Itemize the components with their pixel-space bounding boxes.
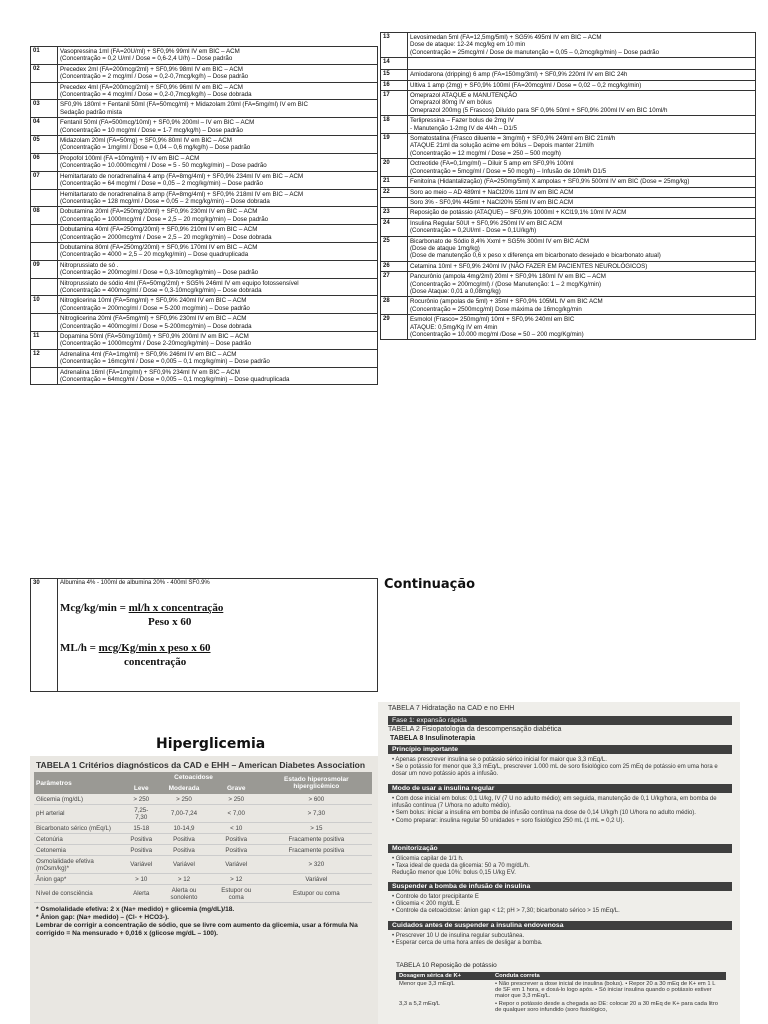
table-cell: Positiva bbox=[156, 845, 212, 856]
table-row bbox=[381, 80, 756, 90]
table-row bbox=[31, 260, 378, 278]
row-line: Precedex 2ml (FA=200mcg/2ml) + SF0,9% 98ml IV em BIC – ACM bbox=[60, 65, 243, 73]
row-number bbox=[31, 314, 58, 332]
row-number: 08 bbox=[31, 207, 58, 225]
row-line: (Concentração = 25mcg/ml / Dose de manutenção = 0,05 – 0,2mcg/kg/min) – Dose padrão bbox=[410, 48, 660, 56]
row-content bbox=[408, 159, 756, 177]
table-cell: Ânion gap* bbox=[34, 874, 126, 885]
row-number: 25 bbox=[381, 236, 408, 261]
row-line: (Concentração = 2 mcg/ml / Dose = 0,2-0,7mcg/kg/h) – Dose padrão bbox=[60, 73, 249, 81]
table-cell: Bicarbonato sérico (mEq/L) bbox=[34, 823, 126, 834]
insulinoterapia-photo bbox=[378, 702, 740, 1024]
row-number: 10 bbox=[31, 296, 58, 314]
table-cell: < 10 bbox=[212, 823, 261, 834]
row-line: Ultiva 1 amp (2mg) + SF0,9% 100ml (FA=20mcg/ml / Dose = 0,02 – 0,2 mcg/kg/min) bbox=[410, 81, 642, 89]
row-content bbox=[58, 278, 378, 296]
row-line: (Concentração = 128 mcg/ml / Dose = 0,05 – 2 mcg/kg/min) – Dose dobrada bbox=[60, 197, 270, 205]
header-param: Parâmetros bbox=[34, 772, 126, 794]
row-line: Dobutamina 40ml (FA=250mg/20ml) + SF0,9% 210ml IV em BIC – ACM bbox=[60, 226, 258, 234]
table-cell: Glicemia (mg/dL) bbox=[34, 794, 126, 805]
header-ceto: Cetoacidose bbox=[126, 772, 260, 783]
formula-1 bbox=[60, 602, 223, 614]
list-item: • Apenas prescrever insulina se o potássio sérico inicial for maior que 3,3 mEq/L. bbox=[392, 757, 607, 763]
row-line: (Concentração = 4000 = 2,5 – 20 mcg/kg/min) – Dose quadruplicada bbox=[60, 251, 249, 259]
note-line: Lembrar de corrigir a concentração de sódio, que se livre com aumento da glicemia, usar a fórmula Na corrigido = Na mensurado + 0,016 x (glicose mg/dL – 100). bbox=[36, 922, 358, 937]
table-cell: Cetonemia bbox=[34, 845, 126, 856]
header-leve: Leve bbox=[126, 783, 156, 794]
tabela1-notes bbox=[36, 906, 372, 938]
row-line: Adrenalina 16ml (FA=1mg/ml) + SF0,9% 234ml IV em BIC – ACM bbox=[60, 368, 240, 376]
row-content bbox=[58, 296, 378, 314]
section-suspender: Suspender a bomba de infusão de insulina bbox=[388, 882, 732, 891]
row-content bbox=[58, 367, 378, 385]
row-line: (Dose de ataque 1mg/kg) bbox=[410, 244, 480, 252]
table-row bbox=[31, 296, 378, 314]
tabela2-title: TABELA 2 Fisiopatologia da descompensação diabética bbox=[388, 726, 562, 733]
tabela1-photo bbox=[30, 756, 378, 1024]
row-line: Terlipressina – Fazer bolus de 2mg IV bbox=[410, 117, 514, 125]
row-line: (Concentração = 10.000mcg/ml / Dose = 5 - 50 mcg/kg/min) – Dose padrão bbox=[60, 162, 267, 170]
row-content bbox=[408, 236, 756, 261]
row-line: Omeprazol ATAQUE e MANUTENÇÃO bbox=[410, 92, 518, 100]
table-row bbox=[381, 272, 756, 297]
tabela10-table bbox=[396, 972, 726, 1014]
row-content bbox=[408, 70, 756, 80]
row-line: - Manutenção 1-2mg IV de 4/4h – D1/5 bbox=[410, 124, 517, 132]
formula-2-denominator: concentração bbox=[124, 656, 187, 668]
row-line: (Concentração = 200mcg/ml / Dose = 5-200 mcg/min) – Dose padrão bbox=[60, 304, 250, 312]
row-line: Precedex 4ml (FA=200mcg/2ml) + SF0,9% 96ml IV em BIC – ACM bbox=[60, 83, 243, 91]
t10-header-conduta: Conduta correta bbox=[492, 972, 726, 980]
row-line: ATAQUE 21ml da solução acime em bólus – Depois manter 21ml/h bbox=[410, 142, 594, 150]
table-cell: Fracamente positiva bbox=[261, 834, 372, 845]
table-cell: Menor que 3,3 mEq/L bbox=[399, 981, 455, 987]
row-number: 09 bbox=[31, 260, 58, 278]
row-line: Somatostatina (Frasco diluente = 3mg/ml) + SF0,9% 249ml em BIC 21ml/h bbox=[410, 135, 616, 143]
row-line: Esmolol (Frasco= 250mg/ml) 10ml + SF0,9% 240ml em BIC bbox=[410, 316, 575, 324]
table-cell: Variável bbox=[156, 856, 212, 874]
formula-table bbox=[30, 578, 378, 692]
table-row bbox=[381, 70, 756, 80]
table-row bbox=[381, 208, 756, 218]
row-line: (Concentração = 400mcg/ml / Dose = 0,3-10mcg/kg/min) – Dose dobrada bbox=[60, 286, 262, 294]
section-modo: Modo de usar a insulina regular bbox=[388, 784, 732, 793]
table-cell: Positiva bbox=[156, 834, 212, 845]
table-row bbox=[381, 33, 756, 58]
row-number: 04 bbox=[31, 118, 58, 136]
row-content bbox=[58, 118, 378, 136]
table-cell: Nível de consciência bbox=[34, 885, 126, 903]
row-line: Soro ao meio – AD 489ml + NaCl20% 11ml IV em BIC ACM bbox=[410, 188, 574, 196]
table-row bbox=[31, 153, 378, 171]
row-line: Propofol 100ml (FA =10mg/ml) + IV em BIC – ACM bbox=[60, 154, 200, 162]
table-cell: 7,00-7,24 bbox=[156, 805, 212, 823]
table-row bbox=[34, 885, 372, 903]
row-line: (Concentração = 64mcg/ml / Dose = 0,005 – 0,1 mcg/kg/min) – Dose quadruplicada bbox=[60, 376, 290, 384]
list-item: • Com dose inicial em bolus: 0,1 U/kg, IV (7 U no adulto médio); em seguida, manutenção de 0,1 U/kg/hora, em bomba de infusão contínua (7 U/hora no adulto médio). bbox=[392, 796, 717, 810]
row-line: Insulina Regular 50UI + SF0,9% 250ml IV em BIC ACM bbox=[410, 219, 563, 227]
row-line: (Concentração = 200mcg/ml / Dose = 0,3-10mcg/kg/min) – Dose padrão bbox=[60, 269, 259, 277]
table-row bbox=[31, 278, 378, 296]
row-content bbox=[58, 82, 378, 100]
table-row bbox=[381, 297, 756, 315]
row-content bbox=[408, 33, 756, 58]
row-content bbox=[58, 349, 378, 367]
table-cell: Variável bbox=[261, 874, 372, 885]
table-cell: Alerta ou sonolento bbox=[156, 885, 212, 903]
row-line: (Concentração = 200mcg/ml) / (Dose Manutenção: 1 – 2 mcg/Kg/min) bbox=[410, 280, 602, 288]
section-monitorizacao: Monitorização bbox=[388, 844, 732, 853]
header-estado: Estado hiperosmolar hiperglicêmico bbox=[261, 772, 372, 794]
table-row bbox=[396, 1000, 726, 1014]
row-content bbox=[58, 47, 378, 65]
row-line: SF0,9% 180ml + Fentanil 50ml (FA=50mcg/ml) + Midazolam 20ml (FA=5mg/ml) IV em BIC bbox=[60, 101, 308, 109]
row-line: Omeprazol 200mg (5 Frascos) Diluído para SF 0,9% 50ml + SF0,9% 200ml IV em BIC 10ml/h bbox=[410, 106, 668, 114]
continuacao-heading: Continuação bbox=[384, 577, 476, 592]
table-row bbox=[381, 159, 756, 177]
row-line: Soro 3% - SF0,9% 445ml + NaCl20% 55ml IV em BIC ACM bbox=[410, 198, 574, 206]
table-row bbox=[31, 314, 378, 332]
table-row bbox=[31, 100, 378, 118]
fase-bar: Fase 1: expansão rápida bbox=[388, 716, 732, 725]
table-row bbox=[381, 261, 756, 271]
table-cell: Cetonúria bbox=[34, 834, 126, 845]
row-number: 19 bbox=[381, 134, 408, 159]
row-line: (Concentração = 2500mcg/ml) Dose máxima de 16mcg/kg/min bbox=[410, 305, 582, 313]
row-content bbox=[58, 64, 378, 82]
formula-cell bbox=[58, 579, 378, 692]
list-item: • Sem bolus: iniciar a insulina em bomba de infusão contínua na dose de 0,14 U/kg/h (10 U/hora no adulto médio). bbox=[392, 810, 696, 817]
table-row bbox=[31, 367, 378, 385]
list-item: • Glicemia < 200 mg/dL E bbox=[392, 901, 460, 908]
row-number bbox=[31, 225, 58, 243]
table-cell: Variável bbox=[212, 856, 261, 874]
row-content bbox=[408, 187, 756, 197]
formula-1-lhs: Mcg/kg/min = bbox=[60, 602, 129, 614]
table-row bbox=[381, 91, 756, 116]
table-cell: 3,3 a 5,2 mEq/L bbox=[399, 1001, 440, 1007]
table-row bbox=[31, 82, 378, 100]
row-number: 21 bbox=[381, 177, 408, 187]
row-line: Nitroglicerina 10ml (FA=5mg/ml) + SF0,9% 240ml IV em BIC – ACM bbox=[60, 297, 247, 305]
row-number: 26 bbox=[381, 261, 408, 271]
row-number: 18 bbox=[381, 116, 408, 134]
row-number bbox=[31, 82, 58, 100]
table-cell: > 250 bbox=[156, 794, 212, 805]
table-row bbox=[31, 189, 378, 207]
drug-table-right bbox=[380, 32, 756, 340]
row-line: Nitroprussiato de só . bbox=[60, 261, 119, 269]
row-line: (Concentração = 10.000 mcg/ml /Dose = 50 – 200 mcg/Kg/min) bbox=[410, 331, 584, 338]
row-number: 27 bbox=[381, 272, 408, 297]
table-cell: 7,25-7,30 bbox=[126, 805, 156, 823]
table-cell: < 7,00 bbox=[212, 805, 261, 823]
row-content bbox=[408, 218, 756, 236]
table-cell: Positiva bbox=[212, 845, 261, 856]
row-content bbox=[58, 136, 378, 154]
tabela1-table bbox=[34, 772, 372, 903]
table-cell: > 10 bbox=[126, 874, 156, 885]
row-content bbox=[58, 332, 378, 350]
row-number: 13 bbox=[381, 33, 408, 58]
row-line: (Concentração = 1000mcg/ml / Dose = 2,5 – 20 mcg/kg/min) – Dose padrão bbox=[60, 215, 269, 223]
table-cell: > 320 bbox=[261, 856, 372, 874]
row-line: (Concentração = 5mcg/ml / Dose = 50 mcg/h) – Infusão de 10ml/h D1/5 bbox=[410, 167, 607, 175]
row-content bbox=[408, 272, 756, 297]
row-line: Omeprazol 80mg IV em bólus bbox=[410, 99, 492, 107]
header-grave: Grave bbox=[212, 783, 261, 794]
table-row bbox=[34, 794, 372, 805]
row-line: Levosimedan 5ml (FA=12,5mg/5ml) + SG5% 495ml IV em BIC – ACM bbox=[410, 34, 602, 41]
table-row bbox=[31, 171, 378, 189]
table-cell: Positiva bbox=[126, 845, 156, 856]
table-row bbox=[381, 116, 756, 134]
row-content bbox=[58, 242, 378, 260]
row-content bbox=[408, 58, 756, 70]
row-number: 23 bbox=[381, 208, 408, 218]
table-cell: Osmolalidade efetiva (mOsm/kg)* bbox=[34, 856, 126, 874]
row-number: 22 bbox=[381, 187, 408, 197]
row-number: 06 bbox=[31, 153, 58, 171]
row-line: (Dose de manutenção 0,6 x peso x diferença em bicarbonato desejado e bicarbonato atual) bbox=[410, 252, 661, 260]
row-number bbox=[31, 367, 58, 385]
row-line: (Dose Ataque: 0,01 a 0,08mg/kg) bbox=[410, 287, 501, 295]
table-row bbox=[381, 218, 756, 236]
row-line: Fentanil 50ml (FA=500mcg/10ml) + SF0,9% 200ml – IV em BIC – ACM bbox=[60, 119, 255, 127]
row-line: (Concentração = 1000mcg/ml / Dose 2-20mcg/kg/min) – Dose padrão bbox=[60, 340, 252, 348]
row-line: (Concentração = 0,2UI/ml - Dose = 0,1U/kg/h) bbox=[410, 227, 537, 235]
row-content bbox=[408, 134, 756, 159]
list-item: • Se o potássio for menor que 3,3 mEq/L, prescrever 1.000 mL de soro fisiológico com 25 mEq de potássio em uma hora e dosar um novo potássio após a infusão. bbox=[392, 764, 718, 778]
formula-1-numerator: ml/h x concentração bbox=[128, 602, 224, 614]
formula-2 bbox=[60, 642, 211, 654]
table-cell: > 12 bbox=[212, 874, 261, 885]
table-row bbox=[31, 225, 378, 243]
formula-2-numerator: mcg/Kg/min x peso x 60 bbox=[98, 642, 211, 654]
row-number: 20 bbox=[381, 159, 408, 177]
header-moderada: Moderada bbox=[156, 783, 212, 794]
tabela8-title: TABELA 8 Insulinoterapia bbox=[390, 735, 476, 742]
row-line: Dobutamina 20ml (FA=250mg/20ml) + SF0,9% 230ml IV em BIC – ACM bbox=[60, 208, 258, 216]
table-cell: > 250 bbox=[212, 794, 261, 805]
row-line: Sedação padrão mista bbox=[60, 108, 122, 116]
table-cell: > 600 bbox=[261, 794, 372, 805]
table-row bbox=[381, 177, 756, 187]
row-content bbox=[58, 225, 378, 243]
row-number: 16 bbox=[381, 80, 408, 90]
row-line: Fenitoína (Hidantalização) (FA=250mg/5ml) X ampolas + SF0,9% 500ml IV em BIC (Dose = 25mg/kg) bbox=[410, 178, 690, 186]
list-item: • Prescrever 10 U de insulina regular subcutânea. bbox=[392, 933, 525, 939]
tabela10-title: TABELA 10 Reposição de potássio bbox=[396, 962, 497, 969]
row-line: (Concentração = 16mcg/ml / Dose = 0,005 – 0,1 mcg/kg/min) – Dose padrão bbox=[60, 358, 270, 366]
table-cell: Positiva bbox=[126, 834, 156, 845]
row-content bbox=[408, 261, 756, 271]
table-row bbox=[31, 332, 378, 350]
table-cell: Estupor ou coma bbox=[261, 885, 372, 903]
row-line: (Concentração = 2000mcg/ml / Dose = 2,5 – 20 mcg/kg/min) – Dose dobrada bbox=[60, 233, 272, 241]
row-content bbox=[58, 189, 378, 207]
row-content bbox=[408, 208, 756, 218]
table-cell: 15-18 bbox=[126, 823, 156, 834]
table-row bbox=[381, 197, 756, 207]
row-number: 11 bbox=[31, 332, 58, 350]
row-line: Midazolam 20ml (FA=50mg) + SF0,9% 80ml IV em BIC – ACM bbox=[60, 137, 232, 145]
section-principio: Princípio importante bbox=[388, 745, 732, 754]
section-cuidados: Cuidados antes de suspender a insulina endovenosa bbox=[388, 921, 732, 930]
hiperglicemia-heading: Hiperglicemia bbox=[156, 736, 266, 752]
row-content bbox=[408, 197, 756, 207]
table-cell: • Não prescrever a dose inicial de insulina (bolus). • Repor 20 a 30 mEq de K+ em 1 L de SF em 1 hora, e dosá-lo logo após. • Só iniciar insulina quando o potássio estiver maior que 3,3 mEq/L. bbox=[495, 981, 716, 999]
table-row bbox=[31, 47, 378, 65]
row-number: 12 bbox=[31, 349, 58, 367]
table-cell: > 7,30 bbox=[261, 805, 372, 823]
row-content bbox=[408, 91, 756, 116]
list-item: • Glicemia capilar de 1/1 h. bbox=[392, 856, 464, 862]
table-row bbox=[34, 823, 372, 834]
row-line: Rocurônio (ampolas de 5ml) + 35ml + SF0,9% 105ML IV em BIC ACM bbox=[410, 298, 603, 306]
list-item: • Esperar cerca de uma hora antes de desligar a bomba. bbox=[392, 940, 543, 947]
table-row bbox=[381, 187, 756, 197]
table-cell: Variável bbox=[126, 856, 156, 874]
row-number: 02 bbox=[31, 64, 58, 82]
list-item: • Controle do fator precipitante E bbox=[392, 894, 479, 900]
row-line: (Concentração = 0,2 U/ml / Dose = 0,6-2,4 U/h) – Dose padrão bbox=[60, 55, 233, 63]
row-number: 15 bbox=[381, 70, 408, 80]
row-line: Vasopressina 1ml (FA=20U/ml) + SF0,9% 99ml IV em BIC – ACM bbox=[60, 48, 240, 55]
drug-table-left bbox=[30, 46, 378, 385]
row-content bbox=[408, 177, 756, 187]
table-row bbox=[34, 856, 372, 874]
row-line: (Concentração = 64 mcg/ml / Dose = 0,05 – 2 mcg/kg/min) – Dose padrão bbox=[60, 180, 263, 188]
row-line: Nitroprussiato de sódio 4ml (FA=50mg/2ml) + SG5% 246ml IV em equipo fotossensível bbox=[60, 279, 299, 287]
table-cell: Positiva bbox=[212, 834, 261, 845]
row-content bbox=[58, 260, 378, 278]
table-row bbox=[34, 845, 372, 856]
row-content bbox=[408, 116, 756, 134]
row-content bbox=[58, 100, 378, 118]
row-line: Hemitartarato de noradrenalina 8 amp (FA=8mg/4ml) + SF0,9% 218ml IV em BIC – ACM bbox=[60, 190, 304, 198]
note-line: * Osmolalidade efetiva: 2 x (Na+ medido) + glicemia (mg/dL)/18. bbox=[36, 906, 235, 913]
list-item: • Como preparar: insulina regular 50 unidades + soro fisiológico 250 mL (1 mL = 0,2 U). bbox=[392, 817, 625, 824]
table-row bbox=[381, 315, 756, 340]
table-cell: Estupor ou coma bbox=[212, 885, 261, 903]
row-line: Amiodarona (dripping) 6 amp (FA=150mg/3ml) + SF0,9% 220ml IV em BIC 24h bbox=[410, 71, 628, 79]
table-row bbox=[381, 134, 756, 159]
formula-2-lhs: ML/h = bbox=[60, 642, 99, 654]
row-content bbox=[58, 314, 378, 332]
table-row bbox=[396, 980, 726, 1000]
row-number: 30 bbox=[31, 579, 58, 692]
table-cell: • Repor o potássio desde a chegada ao DE: colocar 20 a 30 mEq de K+ para cada litro de qualquer soro infundido (soro fisiológico, bbox=[495, 1001, 718, 1013]
table-row bbox=[31, 64, 378, 82]
list-item: • Controle da cetoacidose: ânion gap < 12; pH > 7,30; bicarbonato sérico > 15 mEq/L. bbox=[392, 908, 620, 915]
row-line: Hemitartarato de noradrenalina 4 amp (FA=8mg/4ml) + SF0,9% 234ml IV em BIC – ACM bbox=[60, 172, 304, 180]
row-number: 17 bbox=[381, 91, 408, 116]
row-content bbox=[58, 171, 378, 189]
row-number: 24 bbox=[381, 218, 408, 236]
row-number bbox=[381, 197, 408, 207]
row-line: Dose de ataque: 12-24 mcg/kg em 10 min bbox=[410, 41, 526, 49]
table-row bbox=[34, 874, 372, 885]
tabela1-caption: TABELA 1 Critérios diagnósticos da CAD e EHH – American Diabetes Association bbox=[36, 760, 366, 770]
table-row bbox=[31, 349, 378, 367]
formula-1-denominator: Peso x 60 bbox=[148, 616, 192, 628]
table-row bbox=[31, 207, 378, 225]
row-line: Octreotide (FA=0,1mg/ml) – Diluir 5 amp em SF0,9% 100ml bbox=[410, 160, 574, 168]
row-line: Dopamina 50ml (FA=50mg/10ml) + SF0,9% 200ml IV em BIC – ACM bbox=[60, 333, 249, 340]
table-row bbox=[381, 236, 756, 261]
row-line: Adrenalina 4ml (FA=1mg/ml) + SF0,9% 246ml IV em BIC – ACM bbox=[60, 350, 237, 358]
table-cell: pH arterial bbox=[34, 805, 126, 823]
row-line: Cetamina 10ml + SF0,9% 240ml IV (NÃO FAZER EM PACIENTES NEUROLÓGICOS) bbox=[410, 262, 648, 270]
row-number: 07 bbox=[31, 171, 58, 189]
row-number bbox=[31, 189, 58, 207]
row-number bbox=[31, 242, 58, 260]
row-line: Reposição de potássio (ATAQUE) – SF0,9% 1000ml + KCl19,1% 10ml IV ACM bbox=[410, 209, 627, 217]
table-cell: 10-14,9 bbox=[156, 823, 212, 834]
tabela7-title: TABELA 7 Hidratação na CAD e no EHH bbox=[388, 705, 515, 712]
section-modo-text bbox=[392, 796, 724, 825]
row-line: Dobutamina 80ml (FA=250mg/20ml) + SF0,9% 170ml IV em BIC – ACM bbox=[60, 243, 258, 251]
row-number: 29 bbox=[381, 315, 408, 340]
row-number: 28 bbox=[381, 297, 408, 315]
row-content bbox=[408, 297, 756, 315]
row-line: (Concentração = 10 mcg/ml / Dose = 1-7 mcg/kg/h) – Dose padrão bbox=[60, 126, 243, 134]
row-number: 03 bbox=[31, 100, 58, 118]
row-number: 05 bbox=[31, 136, 58, 154]
row-line: (Concentração = 12 mcg/ml / Dose = 250 – 500 mcg/h) bbox=[410, 149, 561, 157]
row-content bbox=[58, 207, 378, 225]
table-row bbox=[31, 136, 378, 154]
section-suspender-text bbox=[392, 894, 724, 916]
table-cell: Alerta bbox=[126, 885, 156, 903]
table-cell: Fracamente positiva bbox=[261, 845, 372, 856]
row-line: ATAQUE: 0,5mg/Kg IV em 4min bbox=[410, 323, 498, 331]
row-content bbox=[408, 80, 756, 90]
t10-header-dosagem: Dosagem sérica de K+ bbox=[396, 972, 492, 980]
row-number: 01 bbox=[31, 47, 58, 65]
table-row bbox=[34, 834, 372, 845]
row-line: (Concentração = 400mcg/ml / Dose = 5-200mcg/min) – Dose dobrada bbox=[60, 322, 252, 330]
row-content bbox=[58, 153, 378, 171]
table-cell: > 12 bbox=[156, 874, 212, 885]
section-cuidados-text bbox=[392, 933, 724, 947]
row-number: 14 bbox=[381, 58, 408, 70]
table-cell: > 250 bbox=[126, 794, 156, 805]
row-line: (Concentração = 1mg/ml / Dose = 0,04 – 0,6 mg/kg/h) – Dose padrão bbox=[60, 144, 251, 152]
list-item: Redução menor que 10%: bolus 0,15 U/kg EV. bbox=[392, 870, 516, 877]
row-line: Pancurônio (ampola 4mg/2ml) 20ml + SF0,9% 180ml IV em BIC – ACM bbox=[410, 273, 606, 281]
albumin-line: Albumina 4% - 100ml de albumina 20% - 400ml SF0.9% bbox=[60, 580, 210, 586]
table-cell: > 15 bbox=[261, 823, 372, 834]
row-line: (Concentração = 4 mcg/ml / Dose = 0,2-0,7mcg/kg/h) – Dose dobrada bbox=[60, 91, 252, 99]
table-row bbox=[31, 118, 378, 136]
table-row bbox=[31, 242, 378, 260]
section-principio-text bbox=[392, 757, 724, 779]
section-monitorizacao-text bbox=[392, 856, 724, 878]
table-row bbox=[381, 58, 756, 70]
row-line: Bicarbonato de Sódio 8,4% Xxml + SG5% 300ml IV em BIC ACM bbox=[410, 237, 590, 245]
table-row bbox=[34, 805, 372, 823]
list-item: • Taxa ideal de queda da glicemia: 50 a 70 mg/dL/h. bbox=[392, 863, 530, 870]
note-line: * Ânion gap: (Na+ medido) – (Cl- + HCO3-). bbox=[36, 914, 169, 921]
row-number bbox=[31, 278, 58, 296]
row-line: Nitroglicerina 20ml (FA=5mg/ml) + SF0,9% 230ml IV em BIC – ACM bbox=[60, 315, 247, 323]
row-content bbox=[408, 315, 756, 340]
